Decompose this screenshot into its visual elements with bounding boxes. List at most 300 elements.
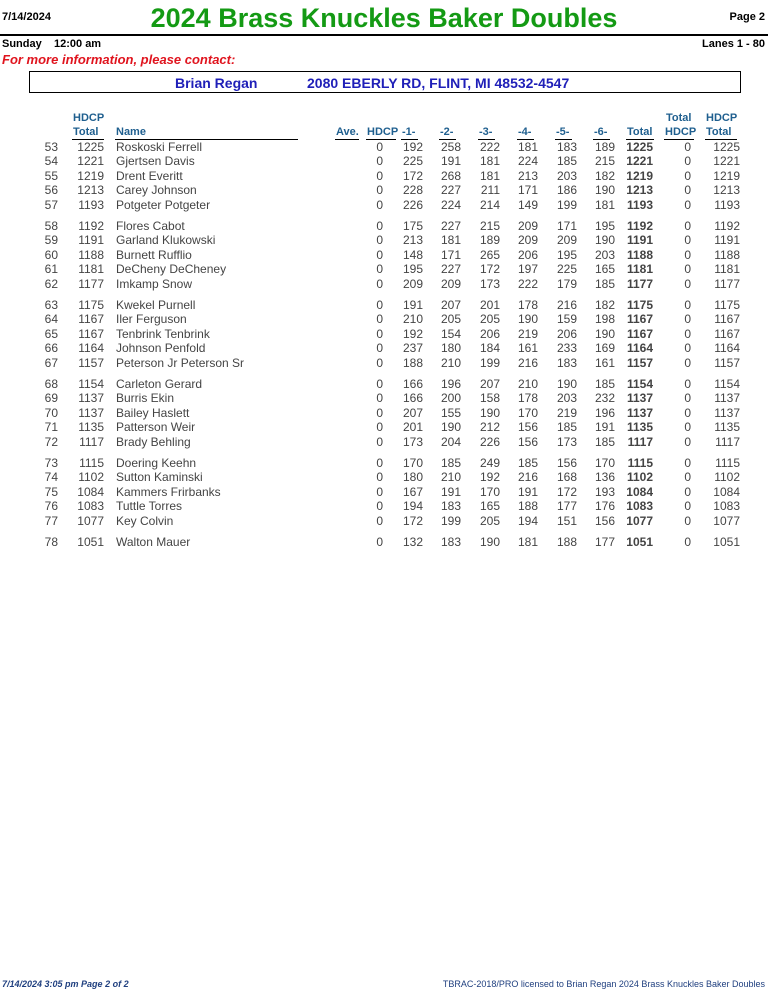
cell-g6: 232 bbox=[594, 391, 615, 406]
cell-g2: 181 bbox=[440, 233, 461, 248]
cell-total-hdcp: 0 bbox=[684, 219, 691, 233]
cell-rank: 72 bbox=[44, 434, 58, 449]
cell-g1: 213 bbox=[402, 233, 423, 248]
cell-final: 1154 bbox=[714, 377, 740, 391]
cell-hdcp: 0 bbox=[376, 219, 383, 233]
cell-hdcp: 0 bbox=[376, 499, 383, 514]
cell-hdcp: 0 bbox=[376, 168, 383, 183]
cell-g2: 200 bbox=[440, 391, 461, 406]
cell-g3: 172 bbox=[479, 262, 500, 277]
cell-g3: 173 bbox=[479, 276, 500, 291]
more-info-label: For more information, please contact: bbox=[2, 52, 236, 67]
contact-address: 2080 EBERLY RD, FLINT, MI 48532-4547 bbox=[307, 75, 570, 91]
cell-g1: 172 bbox=[402, 513, 423, 528]
cell-total-hdcp: 0 bbox=[684, 197, 691, 212]
cell-total: 1051 bbox=[626, 535, 653, 549]
cell-g6: 185 bbox=[594, 377, 615, 391]
cell-g1: 207 bbox=[402, 405, 423, 420]
cell-total: 1188 bbox=[626, 247, 653, 262]
cell-rank: 62 bbox=[44, 276, 58, 291]
cell-g3: 189 bbox=[479, 233, 500, 248]
col-total: Total bbox=[627, 126, 653, 138]
cell-final: 1083 bbox=[713, 499, 740, 514]
cell-g6: 193 bbox=[594, 484, 615, 499]
cell-g2: 183 bbox=[440, 535, 461, 549]
cell-total: 1135 bbox=[626, 420, 653, 435]
cell-g1: 237 bbox=[402, 341, 423, 356]
col-game-3: -3- bbox=[479, 126, 493, 138]
cell-g3: 265 bbox=[479, 247, 500, 262]
cell-name: Garland Klukowski bbox=[116, 233, 216, 248]
cell-rank: 73 bbox=[44, 456, 58, 470]
cell-final: 1051 bbox=[713, 535, 740, 549]
cell-g1: 225 bbox=[402, 154, 423, 169]
cell-hdcp-total: 1137 bbox=[78, 405, 104, 420]
cell-final: 1135 bbox=[714, 420, 740, 435]
cell-name: Potgeter Potgeter bbox=[116, 197, 211, 212]
cell-hdcp-total: 1084 bbox=[77, 484, 104, 499]
cell-g1: 132 bbox=[402, 535, 423, 549]
cell-total: 1102 bbox=[626, 470, 653, 485]
cell-g1: 172 bbox=[402, 168, 423, 183]
cell-hdcp-total: 1083 bbox=[77, 499, 104, 514]
cell-g3: 181 bbox=[479, 154, 500, 169]
cell-hdcp-total: 1164 bbox=[78, 341, 104, 356]
cell-total-hdcp: 0 bbox=[684, 233, 691, 248]
footer-print-info: 7/14/2024 3:05 pm Page 2 of 2 bbox=[2, 979, 129, 989]
cell-hdcp: 0 bbox=[376, 154, 383, 169]
cell-g4: 161 bbox=[517, 341, 538, 356]
cell-hdcp: 0 bbox=[376, 391, 383, 406]
cell-rank: 74 bbox=[44, 470, 58, 485]
cell-g3: 165 bbox=[479, 499, 500, 514]
cell-rank: 55 bbox=[44, 168, 58, 183]
cell-g1: 180 bbox=[402, 470, 423, 485]
cell-g5: 216 bbox=[556, 298, 577, 312]
lanes-range: Lanes 1 - 80 bbox=[702, 38, 765, 50]
cell-total: 1167 bbox=[626, 326, 653, 341]
cell-g4: 170 bbox=[517, 405, 538, 420]
cell-total: 1219 bbox=[626, 168, 653, 183]
cell-total-hdcp: 0 bbox=[684, 355, 691, 370]
cell-rank: 77 bbox=[44, 513, 58, 528]
cell-total-hdcp: 0 bbox=[684, 484, 691, 499]
cell-hdcp: 0 bbox=[376, 420, 383, 435]
cell-name: Key Colvin bbox=[116, 513, 174, 528]
cell-g5: 183 bbox=[556, 355, 577, 370]
cell-hdcp: 0 bbox=[376, 355, 383, 370]
cell-g2: 268 bbox=[440, 168, 461, 183]
cell-hdcp-total: 1193 bbox=[78, 197, 104, 212]
cell-total-hdcp: 0 bbox=[684, 326, 691, 341]
cell-rank: 66 bbox=[44, 341, 58, 356]
cell-g3: 170 bbox=[479, 484, 500, 499]
cell-total-hdcp: 0 bbox=[684, 513, 691, 528]
cell-total-hdcp: 0 bbox=[684, 499, 691, 514]
cell-g6: 136 bbox=[594, 470, 615, 485]
cell-g2: 191 bbox=[440, 154, 461, 169]
cell-name: Walton Mauer bbox=[116, 535, 191, 549]
cell-hdcp-total: 1225 bbox=[77, 140, 104, 154]
cell-g2: 209 bbox=[440, 276, 461, 291]
cell-rank: 56 bbox=[44, 183, 58, 198]
col-hdcp-total: Total bbox=[73, 126, 99, 138]
cell-total-hdcp: 0 bbox=[684, 298, 691, 312]
cell-g2: 227 bbox=[440, 183, 461, 198]
cell-hdcp-total: 1051 bbox=[77, 535, 104, 549]
cell-hdcp: 0 bbox=[376, 470, 383, 485]
cell-total-hdcp: 0 bbox=[684, 405, 691, 420]
cell-name: Patterson Weir bbox=[116, 420, 196, 435]
cell-total-hdcp: 0 bbox=[684, 420, 691, 435]
cell-g3: 222 bbox=[479, 140, 500, 154]
cell-hdcp-total: 1117 bbox=[79, 434, 104, 449]
cell-g6: 156 bbox=[594, 513, 615, 528]
cell-name: Drent Everitt bbox=[116, 168, 183, 183]
cell-g3: 190 bbox=[479, 405, 500, 420]
cell-g6: 182 bbox=[594, 168, 615, 183]
cell-g2: 191 bbox=[440, 484, 461, 499]
cell-hdcp: 0 bbox=[376, 276, 383, 291]
cell-g2: 258 bbox=[440, 140, 461, 154]
cell-g6: 190 bbox=[594, 326, 615, 341]
cell-final: 1213 bbox=[713, 183, 740, 198]
cell-hdcp-total: 1154 bbox=[78, 377, 104, 391]
cell-g2: 190 bbox=[440, 420, 461, 435]
cell-g4: 197 bbox=[517, 262, 538, 277]
cell-g3: 214 bbox=[479, 197, 500, 212]
cell-g5: 185 bbox=[556, 420, 577, 435]
cell-hdcp-total: 1177 bbox=[78, 276, 104, 291]
cell-g5: 186 bbox=[556, 183, 577, 198]
cell-g6: 181 bbox=[594, 197, 615, 212]
cell-name: Imkamp Snow bbox=[116, 276, 193, 291]
cell-g1: 148 bbox=[402, 247, 423, 262]
cell-final: 1102 bbox=[714, 470, 740, 485]
cell-g3: 249 bbox=[479, 456, 500, 470]
event-time: 12:00 am bbox=[54, 38, 102, 50]
footer-license: TBRAC-2018/PRO licensed to Brian Regan 2024 Brass Knuckles Baker Doubles bbox=[442, 979, 765, 989]
cell-rank: 70 bbox=[44, 405, 58, 420]
cell-hdcp: 0 bbox=[376, 262, 383, 277]
cell-g5: 219 bbox=[556, 405, 577, 420]
cell-hdcp-total: 1219 bbox=[77, 168, 104, 183]
cell-name: Roskoski Ferrell bbox=[116, 140, 203, 154]
cell-hdcp-total: 1137 bbox=[78, 391, 104, 406]
cell-rank: 58 bbox=[44, 219, 58, 233]
cell-total-hdcp: 0 bbox=[684, 140, 691, 154]
cell-hdcp: 0 bbox=[376, 197, 383, 212]
cell-g3: 211 bbox=[480, 183, 500, 198]
cell-rank: 57 bbox=[44, 197, 58, 212]
cell-rank: 64 bbox=[44, 312, 58, 327]
cell-g1: 226 bbox=[402, 197, 423, 212]
cell-g1: 167 bbox=[402, 484, 423, 499]
col-game-2: -2- bbox=[440, 126, 454, 138]
cell-g3: 199 bbox=[479, 355, 500, 370]
cell-hdcp-total: 1175 bbox=[78, 298, 104, 312]
cell-g4: 156 bbox=[517, 420, 538, 435]
cell-g5: 199 bbox=[556, 197, 577, 212]
cell-hdcp: 0 bbox=[376, 326, 383, 341]
cell-g5: 225 bbox=[556, 262, 577, 277]
cell-hdcp: 0 bbox=[376, 247, 383, 262]
cell-g4: 210 bbox=[517, 377, 538, 391]
cell-g5: 195 bbox=[556, 247, 577, 262]
cell-hdcp-total: 1188 bbox=[78, 247, 104, 262]
cell-name: Carleton Gerard bbox=[116, 377, 203, 391]
cell-g5: 177 bbox=[556, 499, 577, 514]
col-game-4: -4- bbox=[518, 126, 532, 138]
cell-g4: 188 bbox=[517, 499, 538, 514]
cell-g6: 198 bbox=[594, 312, 615, 327]
cell-g4: 181 bbox=[517, 140, 538, 154]
cell-g2: 199 bbox=[440, 513, 461, 528]
cell-total-hdcp: 0 bbox=[684, 341, 691, 356]
cell-g5: 190 bbox=[556, 377, 577, 391]
cell-total-hdcp: 0 bbox=[684, 183, 691, 198]
cell-name: Flores Cabot bbox=[116, 219, 185, 233]
cell-name: Brady Behling bbox=[116, 434, 191, 449]
cell-g3: 192 bbox=[479, 470, 500, 485]
cell-hdcp: 0 bbox=[376, 405, 383, 420]
cell-total-hdcp: 0 bbox=[684, 391, 691, 406]
col-name: Name bbox=[116, 126, 146, 138]
cell-rank: 61 bbox=[44, 262, 58, 277]
cell-g6: 185 bbox=[594, 276, 615, 291]
cell-g4: 190 bbox=[517, 312, 538, 327]
cell-g1: 195 bbox=[402, 262, 423, 277]
cell-total: 1157 bbox=[626, 355, 653, 370]
cell-total-hdcp: 0 bbox=[684, 456, 691, 470]
cell-g2: 210 bbox=[440, 470, 461, 485]
cell-final: 1219 bbox=[713, 168, 740, 183]
cell-hdcp: 0 bbox=[376, 535, 383, 549]
cell-total-hdcp: 0 bbox=[684, 247, 691, 262]
cell-g6: 203 bbox=[594, 247, 615, 262]
cell-name: Tuttle Torres bbox=[116, 499, 183, 514]
cell-g6: 185 bbox=[594, 434, 615, 449]
cell-g6: 176 bbox=[594, 499, 615, 514]
cell-total: 1084 bbox=[626, 484, 653, 499]
cell-total-hdcp: 0 bbox=[684, 377, 691, 391]
cell-name: DeCheny DeCheney bbox=[116, 262, 227, 277]
cell-rank: 75 bbox=[44, 484, 58, 499]
cell-g4: 191 bbox=[517, 484, 538, 499]
cell-g6: 190 bbox=[594, 233, 615, 248]
cell-g3: 201 bbox=[479, 298, 500, 312]
cell-name: Bailey Haslett bbox=[116, 405, 190, 420]
cell-hdcp-total: 1157 bbox=[78, 355, 104, 370]
cell-total: 1175 bbox=[626, 298, 653, 312]
col-hdcp: HDCP bbox=[367, 126, 399, 138]
cell-total-hdcp: 0 bbox=[684, 154, 691, 169]
cell-g4: 206 bbox=[517, 247, 538, 262]
cell-final: 1117 bbox=[715, 434, 740, 449]
cell-g5: 203 bbox=[556, 391, 577, 406]
cell-g5: 183 bbox=[556, 140, 577, 154]
cell-name: Kwekel Purnell bbox=[116, 298, 196, 312]
cell-g4: 209 bbox=[517, 233, 538, 248]
cell-hdcp-total: 1077 bbox=[77, 513, 104, 528]
cell-rank: 63 bbox=[44, 298, 58, 312]
cell-final: 1137 bbox=[714, 405, 740, 420]
cell-g3: 184 bbox=[479, 341, 500, 356]
page-number: Page 2 bbox=[729, 11, 765, 23]
cell-g4: 178 bbox=[517, 391, 538, 406]
cell-hdcp-total: 1135 bbox=[78, 420, 104, 435]
cell-g5: 173 bbox=[556, 434, 577, 449]
cell-g5: 203 bbox=[556, 168, 577, 183]
header-rule bbox=[0, 34, 768, 36]
cell-total: 1083 bbox=[626, 499, 653, 514]
cell-g1: 173 bbox=[402, 434, 423, 449]
cell-g1: 192 bbox=[402, 326, 423, 341]
cell-g4: 209 bbox=[517, 219, 538, 233]
cell-total: 1167 bbox=[626, 312, 653, 327]
cell-g5: 156 bbox=[556, 456, 577, 470]
cell-total-hdcp: 0 bbox=[684, 262, 691, 277]
cell-g2: 185 bbox=[440, 456, 461, 470]
cell-g4: 185 bbox=[517, 456, 538, 470]
cell-g2: 207 bbox=[440, 298, 461, 312]
cell-final: 1225 bbox=[713, 140, 740, 154]
cell-rank: 69 bbox=[44, 391, 58, 406]
cell-rank: 60 bbox=[44, 247, 58, 262]
cell-g1: 210 bbox=[402, 312, 423, 327]
cell-final: 1167 bbox=[714, 326, 740, 341]
cell-g1: 209 bbox=[402, 276, 423, 291]
cell-g4: 156 bbox=[517, 434, 538, 449]
cell-g4: 149 bbox=[517, 197, 538, 212]
cell-total: 1115 bbox=[627, 456, 653, 470]
cell-hdcp: 0 bbox=[376, 140, 383, 154]
cell-hdcp-total: 1115 bbox=[79, 456, 104, 470]
col-game-5: -5- bbox=[556, 126, 570, 138]
cell-total-hdcp: 0 bbox=[684, 276, 691, 291]
underline-average bbox=[335, 139, 359, 140]
cell-g1: 166 bbox=[402, 377, 423, 391]
cell-g1: 188 bbox=[402, 355, 423, 370]
col-total-hdcp-top: Total bbox=[666, 112, 692, 124]
cell-g1: 192 bbox=[402, 140, 423, 154]
cell-g3: 207 bbox=[479, 377, 500, 391]
cell-rank: 76 bbox=[44, 499, 58, 514]
cell-g1: 191 bbox=[402, 298, 423, 312]
print-date: 7/14/2024 bbox=[2, 11, 51, 23]
event-day: Sunday bbox=[2, 38, 42, 50]
cell-hdcp-total: 1181 bbox=[78, 262, 104, 277]
cell-name: Carey Johnson bbox=[116, 183, 197, 198]
cell-hdcp: 0 bbox=[376, 183, 383, 198]
cell-name: Burris Ekin bbox=[116, 391, 175, 406]
cell-g4: 171 bbox=[517, 183, 538, 198]
col-average: Ave. bbox=[336, 126, 359, 138]
cell-g2: 227 bbox=[440, 219, 461, 233]
cell-rank: 54 bbox=[44, 154, 58, 169]
cell-g2: 224 bbox=[440, 197, 461, 212]
cell-rank: 68 bbox=[44, 377, 58, 391]
cell-total: 1164 bbox=[626, 341, 653, 356]
cell-final: 1084 bbox=[713, 484, 740, 499]
cell-g3: 205 bbox=[479, 312, 500, 327]
cell-g5: 159 bbox=[556, 312, 577, 327]
cell-hdcp: 0 bbox=[376, 298, 383, 312]
cell-hdcp: 0 bbox=[376, 513, 383, 528]
cell-g6: 161 bbox=[594, 355, 615, 370]
cell-final: 1221 bbox=[713, 154, 740, 169]
cell-g6: 182 bbox=[594, 298, 615, 312]
cell-total-hdcp: 0 bbox=[684, 470, 691, 485]
cell-total: 1137 bbox=[626, 405, 653, 420]
cell-g1: 170 bbox=[402, 456, 423, 470]
cell-g5: 209 bbox=[556, 233, 577, 248]
cell-total-hdcp: 0 bbox=[684, 312, 691, 327]
cell-name: Peterson Jr Peterson Sr bbox=[116, 355, 245, 370]
cell-g3: 206 bbox=[479, 326, 500, 341]
cell-hdcp: 0 bbox=[376, 233, 383, 248]
cell-final: 1175 bbox=[714, 298, 740, 312]
cell-g3: 158 bbox=[479, 391, 500, 406]
cell-total: 1077 bbox=[626, 513, 653, 528]
cell-total-hdcp: 0 bbox=[684, 535, 691, 549]
cell-hdcp: 0 bbox=[376, 456, 383, 470]
cell-hdcp: 0 bbox=[376, 434, 383, 449]
cell-g1: 166 bbox=[402, 391, 423, 406]
cell-g5: 168 bbox=[556, 470, 577, 485]
contact-box bbox=[29, 71, 741, 93]
cell-g3: 190 bbox=[479, 535, 500, 549]
cell-name: Tenbrink Tenbrink bbox=[116, 326, 210, 341]
cell-g5: 206 bbox=[556, 326, 577, 341]
cell-g5: 171 bbox=[556, 219, 577, 233]
cell-g2: 155 bbox=[440, 405, 461, 420]
cell-g6: 215 bbox=[594, 154, 615, 169]
cell-hdcp-total: 1167 bbox=[78, 312, 104, 327]
cell-g1: 194 bbox=[402, 499, 423, 514]
cell-name: Gjertsen Davis bbox=[116, 154, 195, 169]
cell-g4: 219 bbox=[517, 326, 538, 341]
cell-g1: 201 bbox=[402, 420, 423, 435]
cell-g3: 181 bbox=[479, 168, 500, 183]
cell-g5: 179 bbox=[556, 276, 577, 291]
cell-total: 1221 bbox=[626, 154, 653, 169]
cell-g6: 196 bbox=[594, 405, 615, 420]
cell-final: 1193 bbox=[714, 197, 740, 212]
cell-final: 1181 bbox=[714, 262, 740, 277]
cell-g4: 194 bbox=[517, 513, 538, 528]
cell-g4: 222 bbox=[517, 276, 538, 291]
cell-g3: 212 bbox=[479, 420, 500, 435]
cell-hdcp: 0 bbox=[376, 484, 383, 499]
cell-total-hdcp: 0 bbox=[684, 434, 691, 449]
col-hdcp-total-top: HDCP bbox=[73, 112, 105, 124]
cell-rank: 78 bbox=[44, 535, 58, 549]
cell-name: Johnson Penfold bbox=[116, 341, 206, 356]
cell-g2: 205 bbox=[440, 312, 461, 327]
cell-name: Iler Ferguson bbox=[116, 312, 187, 327]
cell-hdcp-total: 1213 bbox=[77, 183, 104, 198]
cell-final: 1192 bbox=[714, 219, 740, 233]
cell-hdcp-total: 1167 bbox=[78, 326, 104, 341]
cell-total-hdcp: 0 bbox=[684, 168, 691, 183]
cell-total: 1117 bbox=[627, 434, 653, 449]
cell-g2: 227 bbox=[440, 262, 461, 277]
contact-name: Brian Regan bbox=[175, 75, 258, 91]
cell-g2: 210 bbox=[440, 355, 461, 370]
cell-hdcp-total: 1221 bbox=[77, 154, 104, 169]
cell-g2: 204 bbox=[440, 434, 461, 449]
